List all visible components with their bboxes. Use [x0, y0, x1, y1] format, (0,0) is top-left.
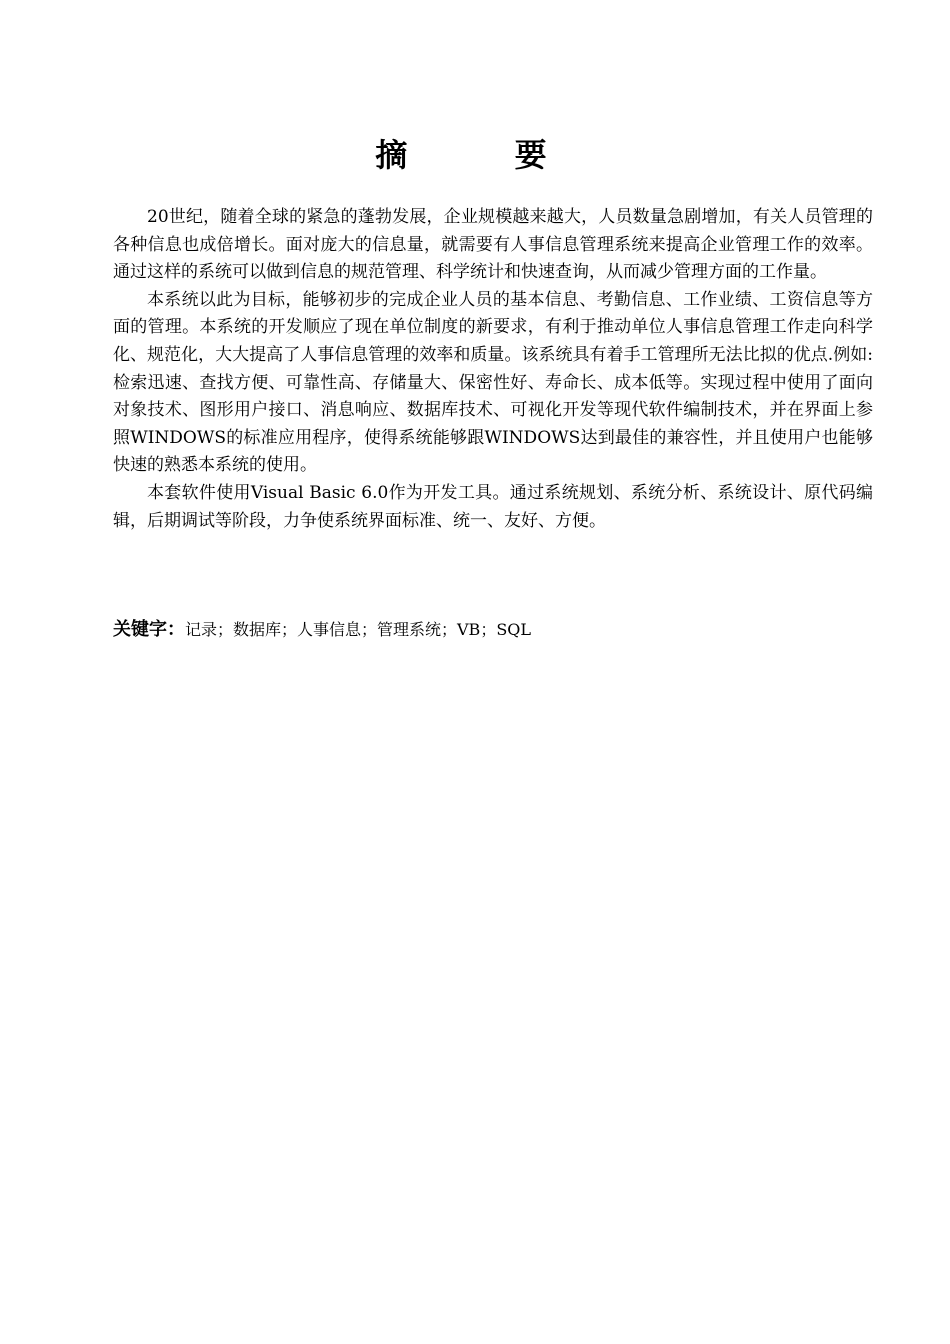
- abstract-paragraph-2: 本系统以此为目标，能够初步的完成企业人员的基本信息、考勤信息、工作业绩、工资信息等方面的管理。本系统的开发顺应了现在单位制度的新要求，有利于推动单位人事信息管理工作走向科学化、规范化，大大提高了人事信息管理的效率和质量。该系统具有着手工管理所无法比拟的优点.例如:检索迅速、查找方便、可靠性高、存储量大、保密性好、寿命长、成本低等。实现过程中使用了面向对象技术、图形用户接口、消息响应、数据库技术、可视化开发等现代软件编制技术，并在界面上参照WINDOWS的标准应用程序，使得系统能够跟WINDOWS达到最佳的兼容性，并且使用户也能够快速的熟悉本系统的使用。: [113, 289, 873, 476]
- page-title: 摘 要: [375, 136, 595, 174]
- abstract-paragraph-1: 20世纪，随着全球的紧急的蓬勃发展，企业规模越来越大，人员数量急剧增加，有关人员管理的各种信息也成倍增长。面对庞大的信息量，就需要有人事信息管理系统来提高企业管理工作的效率。通过这样的系统可以做到信息的规范管理、科学统计和快速查询，从而减少管理方面的工作量。: [113, 207, 873, 283]
- abstract-paragraph-3: 本套软件使用Visual Basic 6.0作为开发工具。通过系统规划、系统分析、系统设计、原代码编辑，后期调试等阶段，力争使系统界面标准、统一、友好、方便。: [113, 482, 873, 531]
- keywords-label: 关键字：: [113, 619, 185, 640]
- abstract-body: [113, 204, 873, 535]
- keywords-line: [113, 616, 873, 644]
- keywords-list: 记录；数据库；人事信息；管理系统；VB；SQL: [185, 620, 532, 639]
